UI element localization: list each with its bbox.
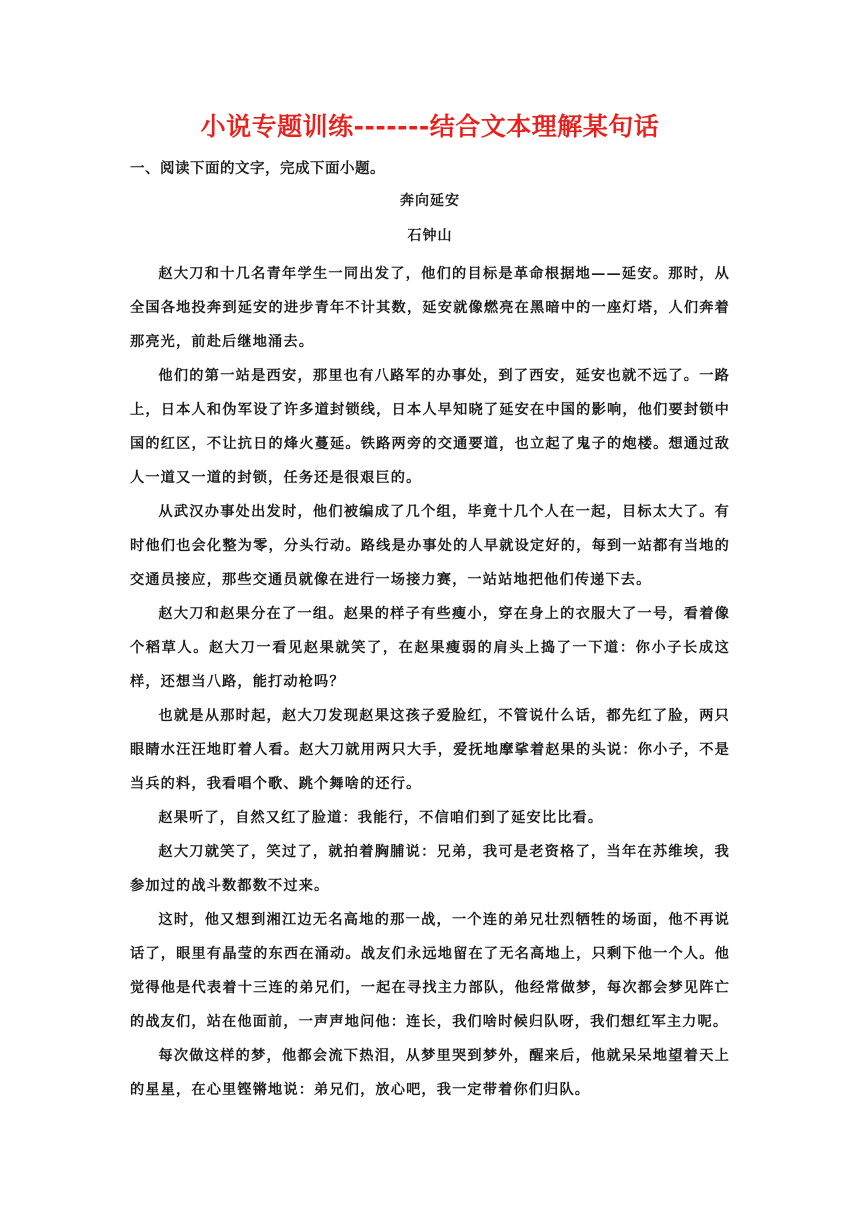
question-intro: 一、阅读下面的文字，完成下面小题。 xyxy=(130,160,385,177)
paragraph: 赵大刀和十几名青年学生一同出发了，他们的目标是革命根据地——延安。那时，从全国各地投奔到延安的进步青年不计其数，延安就像燃亮在黑暗中的一座灯塔，人们奔着那亮光，前赴后继地涌去。 xyxy=(130,266,730,350)
story-author: 石钟山 xyxy=(407,228,453,244)
paragraph: 赵大刀和赵果分在了一组。赵果的样子有些瘦小，穿在身上的衣服大了一号，看着像个稻草人。赵大刀一看见赵果就笑了，在赵果瘦弱的肩头上捣了一下道：你小子长成这样，还想当八路，能打动枪吗？ xyxy=(130,606,730,690)
paragraph: 他们的第一站是西安，那里也有八路军的办事处，到了西安，延安也就不远了。一路上，日本人和伪军设了许多道封锁线，日本人早知晓了延安在中国的影响，他们要封锁中国的红区，不让抗日的烽火蔓延。铁路两旁的交通要道，也立起了鬼子的炮楼。想通过敌人一道又一道的封锁，任务还是很艰巨的。 xyxy=(130,368,730,486)
page-title: 小说专题训练-------结合文本理解某句话 xyxy=(200,112,660,141)
paragraph: 这时，他又想到湘江边无名高地的那一战，一个连的弟兄壮烈牺牲的场面，他不再说话了，眼里有晶莹的东西在涌动。战友们永远地留在了无名高地上，只剩下他一个人。他觉得他是代表着十三连的弟兄们，一起在寻找主力部队，他经常做梦，每次都会梦见阵亡的战友们，站在他面前，一声声地问他：连长，我们啥时候归队呀，我们想红军主力呢。 xyxy=(130,912,730,1030)
paragraph: 从武汉办事处出发时，他们被编成了几个组，毕竟十几个人在一起，目标太大了。有时他们也会化整为零，分头行动。路线是办事处的人早就设定好的，每到一站都有当地的交通员接应，那些交通员就像在进行一场接力赛，一站站地把他们传递下去。 xyxy=(130,504,730,588)
paragraph: 赵果听了，自然又红了脸道：我能行，不信咱们到了延安比比看。 xyxy=(158,810,604,826)
paragraph: 赵大刀就笑了，笑过了，就拍着胸脯说：兄弟，我可是老资格了，当年在苏维埃，我参加过的战斗数都数不过来。 xyxy=(130,844,730,894)
paragraph: 也就是从那时起，赵大刀发现赵果这孩子爱脸红，不管说什么话，都先红了脸，两只眼睛水汪汪地盯着人看。赵大刀就用两只大手，爱抚地摩挲着赵果的头说：你小子，不是当兵的料，我看唱个歌、跳个舞啥的还行。 xyxy=(130,708,730,792)
paragraph: 每次做这样的梦，他都会流下热泪，从梦里哭到梦外，醒来后，他就呆呆地望着天上的星星，在心里铿锵地说：弟兄们，放心吧，我一定带着你们归队。 xyxy=(130,1048,730,1098)
story-body xyxy=(130,257,730,1107)
story-title: 奔向延安 xyxy=(400,193,460,209)
